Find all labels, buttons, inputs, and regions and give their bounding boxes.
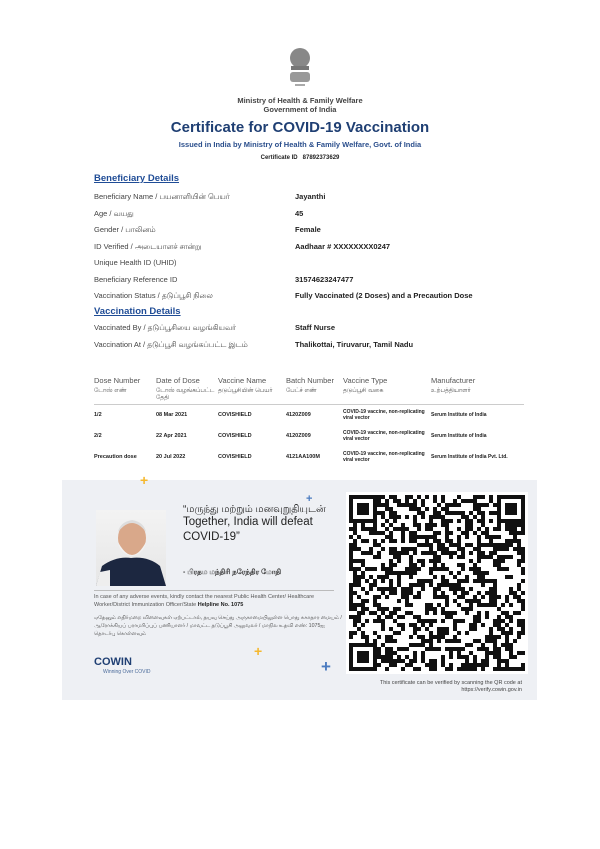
detail-value: Aadhaar # XXXXXXXX0247 [295,241,391,251]
detail-row [94,258,514,270]
dose-cell: Serum Institute of India [431,433,487,439]
plus-decoration-icon: + [140,472,149,488]
detail-label: Vaccinated By / தடுப்பூசியை வழங்கியவர் [94,323,237,332]
dose-cell: COVID-19 vaccine, non-replicating viral vector [343,430,425,442]
column-header-en: Dose Number [94,376,141,385]
column-header-en: Batch Number [286,376,334,385]
detail-value: Jayanthi [295,192,326,201]
detail-label: Vaccination At / தடுப்பூசி வழங்கப்பட்ட இடம் [94,340,248,349]
dose-cell: 4120Z009 [286,433,311,439]
dose-row [94,426,524,447]
quote: “மருந்து மற்றும் மனவுறுதியுடன் Together, India will defeat COVID-19” [183,504,326,543]
dose-cell: COVID-19 vaccine, non-replicating viral vector [343,409,425,422]
prime-minister-photo [96,510,166,586]
dose-cell: 4120Z009 [286,412,311,419]
detail-value: Thalikottai, Tiruvarur, Tamil Nadu [295,340,414,349]
national-emblem-icon [285,46,315,90]
dose-cell: Precaution dose [94,454,137,460]
column-header-ta: டோஸ் எண் [94,388,127,394]
doses-table [94,374,524,468]
detail-label: Age / வயது [94,208,134,218]
certificate-id: Certificate ID 87892373629 [260,155,340,161]
detail-row [94,225,514,237]
detail-label: ID Verified / அடையாளச் சான்று [94,241,202,251]
column-header [156,374,218,405]
divider [94,590,334,591]
column-header-en: Vaccine Type [343,376,388,385]
column-header-en: Manufacturer [431,376,476,385]
detail-label: Beneficiary Reference ID [94,274,178,284]
plus-decoration-icon: + [306,493,313,505]
plus-decoration-icon: + [321,657,331,676]
column-header-ta: தடுப்பூசி வகை [343,388,384,394]
detail-row [94,323,514,335]
dose-cell: 2/2 [94,433,102,439]
dose-cell: Serum Institute of India Pvt. Ltd. [431,454,508,460]
column-header-ta: டோஸ் வழங்கப்பட்ட தேதி [156,388,215,401]
detail-value: Staff Nurse [295,323,336,332]
detail-value: Fully Vaccinated (2 Doses) and a Precaution Dose [295,291,473,300]
column-header-ta: உற்பத்தியாளர் [431,388,471,394]
detail-label: Beneficiary Name / பயனாளியின் பெயர் [94,192,230,201]
dose-cell: 20 Jul 2022 [156,454,186,460]
dose-cell: 08 Mar 2021 [156,412,188,419]
detail-value: 31574623247477 [295,274,354,284]
adverse-events-notice: In case of any adverse events, kindly contact the nearest Public Health Center/ Healthcare Worker/District Immunization Officer/State Helpline No. 1075 [94,594,315,608]
verification-qr-code [346,492,528,674]
dose-row [94,447,524,468]
dose-cell: Serum Institute of India [431,412,487,419]
detail-row [94,192,514,204]
dose-cell: 4121AA100M [286,454,320,460]
dose-cell: COVID-19 vaccine, non-replicating viral vector [343,451,425,463]
adverse-events-notice-tamil: ஏதேனும் எதிர்மறை விளைவுகள் ஏற்பட்டால், தயவு செய்து அருகாமையிலுள்ள பொது சுகாதார மையம் / ஆரோக்கியப் பராமரிப்புப் பணியாளர் / மாவட்ட தடுப்பூசி அலுவலர் / மாநில உதவி எண்: 1075ஐ தொடர்பு கொள்ளவும் [94,615,342,637]
ministry-header: Ministry of Health & Family Welfare Government of India [237,96,363,114]
column-header-en: Vaccine Name [218,376,267,385]
vaccination-details-heading: Vaccination Details [94,306,181,317]
column-header-ta: தடுப்பூசியின் பெயர் [218,388,273,394]
cowin-tagline: Winning Over COVID [103,669,151,675]
dose-cell: COVISHIELD [218,454,252,460]
detail-label: Gender / பாலினம் [94,225,156,234]
detail-row [94,209,514,221]
detail-row [94,242,514,254]
dose-cell: COVISHIELD [218,412,252,419]
verify-note: This certificate can be verified by scanning the QR code at https://verify.cowin.gov.in [379,680,522,693]
detail-label: Vaccination Status / தடுப்பூசி நிலை [94,291,213,300]
detail-row [94,340,514,352]
column-header [286,374,343,405]
dose-cell: 22 Apr 2021 [156,433,187,439]
column-header-en: Date of Dose [156,376,200,385]
column-header [431,374,524,405]
dose-cell: COVISHIELD [218,433,252,439]
detail-label: Unique Health ID (UHID) [94,258,177,267]
certificate-subtitle: Issued in India by Ministry of Health & Family Welfare, Govt. of India [178,140,422,149]
column-header-ta: பேட்ச் எண் [286,388,317,394]
certificate-title: Certificate for COVID-19 Vaccination [170,119,430,136]
cowin-logo: COWIN [94,656,132,668]
detail-value: Female [295,225,321,234]
plus-decoration-icon: + [254,643,263,659]
detail-row [94,291,514,303]
detail-row [94,275,514,287]
column-header [218,374,286,405]
column-header [343,374,431,405]
detail-value: 45 [295,208,304,218]
dose-cell: 1/2 [94,412,102,419]
quote-attribution: - பிரதம மந்திரி நரேந்திர மோதி [183,569,282,576]
beneficiary-details-heading: Beneficiary Details [94,173,180,184]
dose-row [94,405,524,426]
column-header [94,374,156,405]
